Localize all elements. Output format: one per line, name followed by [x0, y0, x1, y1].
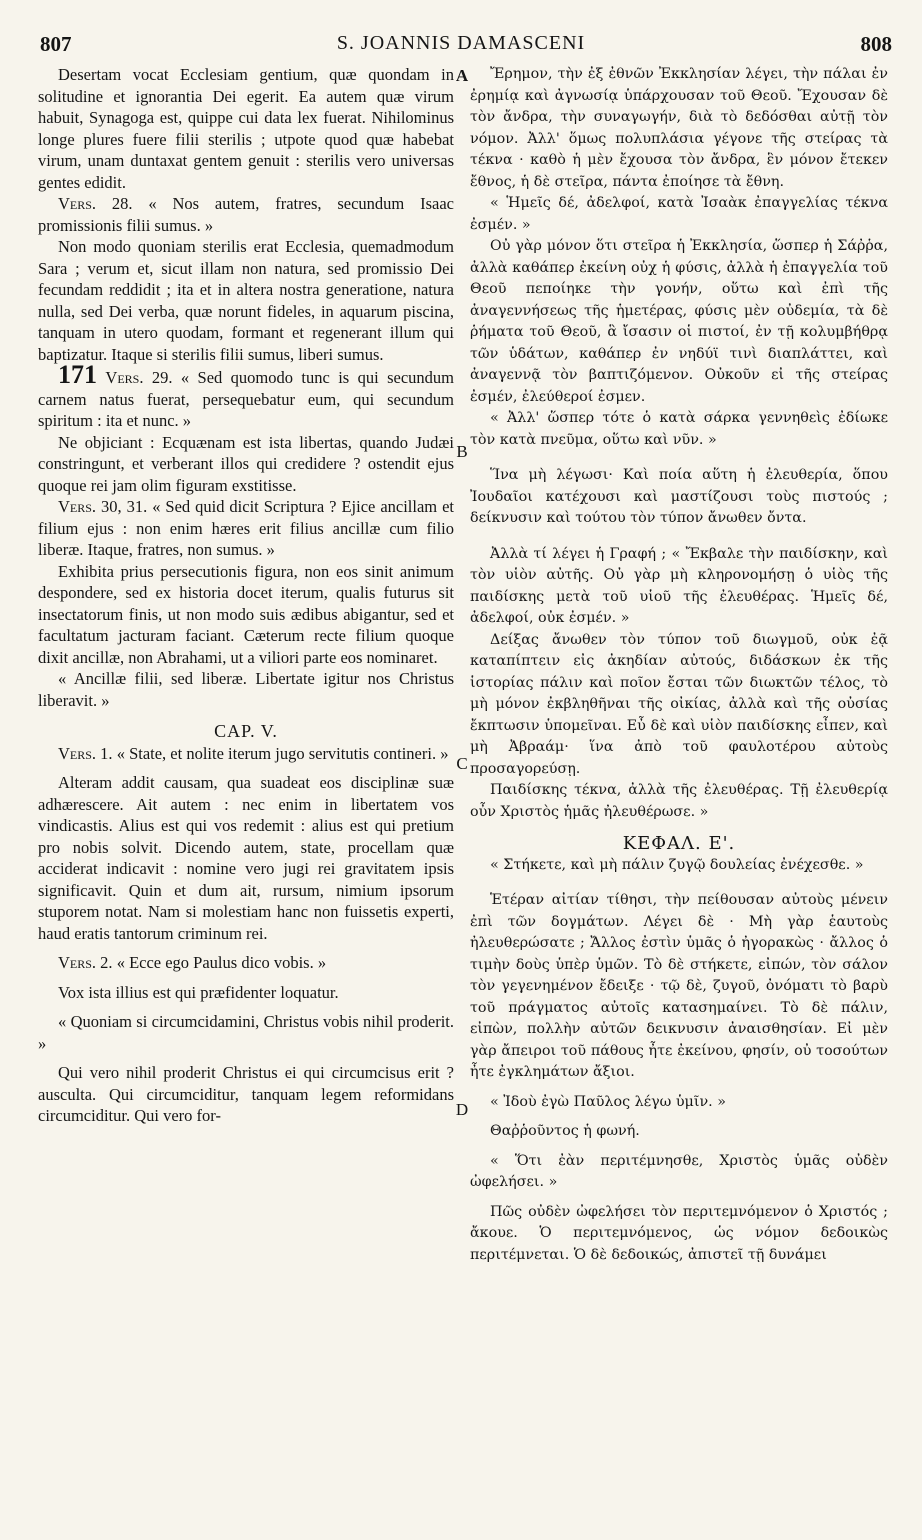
section-marker-c: C — [456, 754, 468, 773]
greek-paragraph: Ἑτέραν αἰτίαν τίθησι, τὴν πείθουσαν αὐτοὺς μένειν ἐπὶ τῶν δογμάτων. Λέγει δὲ · Μὴ γὰρ ἑαυτοὺς ἠλευθερώσατε ; Ἄλλος ἐστὶν ὑμᾶς ὁ ἠγορακὼς · ἄλλος ὁ τιμὴν δοὺς ὑπὲρ ὑμῶν. Τὸ δὲ στήκετε, εἰπών, τὸν σάλον τὸν γεγενημένον ἔδειξε · τῷ δὲ, ζυγοῦ, ὀνόματι τὸ βαρὺ τοῦ πράγματος αὐτοῖς κατασημαίνει. Τὸ δὲ πάλιν, εἰπὼν, πολλὴν αὐτῶν δεικνυσιν ἀναισθησίαν. Εἰ μὲν γὰρ ἄπειροι τοῦ πάθους ἦτε ἐκείνου, φησίν, οὐ τοσούτων ἦτε ἐγκλημάτων ἄξιοι. — [470, 892, 888, 1080]
verse-label: Vers. 28. — [58, 194, 133, 213]
greek-paragraph: Οὐ γὰρ μόνον ὅτι στεῖρα ἡ Ἐκκλησία, ὥσπερ ἡ Σάῤῥα, ἀλλὰ καθάπερ ἐκείνη οὐχ ἡ φύσις, ἀλλὰ ἡ ἐπαγγελία τοῦ Θεοῦ πεποίηκε τὴν γονήν, οὕτω καὶ ἐπὶ τῆς ἀναγεννήσεως τῆς ἡμετέρας, φύσις μὲν οὐδεμία, τὰ δὲ ῥήματα τοῦ Θεοῦ, ἃ ἴσασιν οἱ πιστοί, ἐν τῇ κολυμβήθρᾳ τῶν ὑδάτων, καθάπερ ἐν νηδύϊ τινὶ διαπλάττει, καὶ ἀναγεννᾷ τὸν βαπτιζόμενον. Οὐκοῦν εἰ τῆς στείρας ἐσμέν, ἐλεύθεροί ἐσμεν. — [470, 238, 888, 405]
latin-verse-1 — [38, 743, 454, 765]
page-number-right: 808 — [860, 32, 892, 56]
chapter-heading-greek: ΚΕΦΑΛ. Ε'. — [622, 833, 736, 854]
verse-label: Vers. 1. — [58, 743, 113, 763]
greek-quote: Παιδίσκης τέκνα, ἀλλὰ τῆς ἐλευθέρας. Τῇ ἐλευθερίᾳ οὖν Χριστὸς ἡμᾶς ἠλευθέρωσε. » — [470, 782, 888, 820]
verse-label: Vers. 2. — [58, 953, 113, 972]
verse-text: « Ecce ego Paulus dico vobis. » — [116, 953, 327, 972]
verse-text: « Sed quid dicit Scriptura ? Ejice ancillam et filium ejus : non enim hæres erit filius ancillæ cum filio liberæ. Itaque, fratres, non sumus. » — [38, 497, 454, 559]
latin-paragraph: Alteram addit causam, qua suadeat eos disciplinæ suæ adhærescere. Ait autem : nec enim in libertatem vos vindicastis. Alius est qui vos redemit : alius est qui pretium pro nobis solvit. Dicendo autem, state, procellam quæ acciderat indicavit : nomine vero jugi rei gravitatem ipsis significavit. Quin et dum ait, rursum, nimium ipsorum stuporem notat. Nam si molestiam hanc non fuissetis experti, haud eratis tantorum criminum rei. — [38, 773, 454, 943]
chapter-heading-latin: CAP. V. — [214, 721, 278, 741]
verse-text: « State, et nolite iterum jugo servitutis contineri. » — [116, 743, 449, 763]
latin-paragraph: Desertam vocat Ecclesiam gentium, quæ quondam in solitudine et ignorantia Dei egerit. Ea autem quæ virum habuit, Synagoga est, quippe cui data lex fuerat. Nihilominus longe plures fuere filii sterilis ; utpote quod quæ habebat virum, unam duntaxat gentem genuit : sterilis vero universas gentes edidit. — [38, 65, 454, 192]
verse-text: « Sed quomodo tunc is qui secundum carnem natus fuerat, persequebatur eum, qui secundum spiritum : ita et nunc. » — [38, 368, 454, 430]
greek-paragraph: Δείξας ἄνωθεν τὸν τύπον τοῦ διωγμοῦ, οὐκ ἐᾷ καταπίπτειν εἰς ἀκηδίαν αὐτούς, διδάσκων ἐκ τῆς ἱστορίας πάλιν καὶ ποῖον ἔσται τῶν διωκτῶν τέλος, τὸ μὴ μόνον ἐκβληθῆναι τῆς οἰκίας, ἀλλὰ καὶ τῆς οὐσίας ἔκπτωσιν ὑπομεῖναι. Εὖ δὲ καὶ υἱὸν παιδίσκης εἶπεν, καὶ μὴ Ἀβραάμ· ἵνα ἀπὸ τοῦ φαυλοτέρου αὐτοὺς προσαγορεύσῃ. — [470, 631, 888, 777]
running-header — [0, 32, 922, 58]
greek-verse-30-31: Ἀλλὰ τί λέγει ἡ Γραφή ; « Ἔκβαλε τὴν παιδίσκην, καὶ τὸν υἱὸν αὐτῆς. Οὐ γὰρ μὴ κληρονομήσῃ ὁ υἱὸς τῆς παιδίσκης μετὰ τοῦ υἱοῦ τῆς ἐλευθέρας. Ἡμεῖς δέ, ἀδελφοί, οὐκ ἐσμέν. » — [470, 545, 888, 626]
greek-verse-2: « Ἰδοὺ ἐγὼ Παῦλος λέγω ὑμῖν. » — [490, 1093, 726, 1110]
latin-paragraph: Non modo quoniam sterilis erat Ecclesia, quemadmodum Sara ; verum et, sicut illam non natura, sed promissio Dei fecundam reddidit ; ita et in altera nostra generatione, natura nulla, sed Dei verba, quæ norunt fideles, in aquarum piscina, tanquam in utero quodam, formant et regenerant illum qui baptizatur. Itaque si sterilis filii sumus, liberi sumus. — [38, 237, 454, 364]
section-marker-a: A — [455, 66, 469, 85]
latin-verse-2 — [38, 952, 454, 974]
greek-paragraph: Ἔρημον, τὴν ἐξ ἐθνῶν Ἐκκλησίαν λέγει, τὴν πάλαι ἐν ἐρημίᾳ καὶ ἀγνωσίᾳ ὑπάρχουσαν τοῦ Θεοῦ. Ἔχουσαν δὲ τὸν ἄνδρα, τὴν συναγωγήν, διὰ τὸ δεδόσθαι αὐτῇ τὸν νόμον. Ἀλλ' ὅμως πολυπλάσια γέγονε τῆς στείρας τὰ τέκνα · καθὸ ἡ μὲν ἔχουσα τὸν ἄνδρα, ἓν μόνον ἔτεκεν ἔθνος, ἡ δὲ στεῖρα, πάντα ἐποίησε τὰ ἔθνη. — [470, 66, 888, 190]
latin-paragraph: Ne objiciant : Ecquænam est ista libertas, quando Judæi constringunt, et verberant illos qui credidere ? ostendit ejus quoque rei jam olim figuram exstitisse. — [38, 432, 454, 495]
latin-verse-29 — [38, 360, 454, 432]
section-marker-d: D — [455, 1100, 469, 1119]
verse-label: Vers. 29. — [105, 368, 173, 387]
greek-verse-1: « Στήκετε, καὶ μὴ πάλιν ζυγῷ δουλείας ἐνέχεσθε. » — [490, 856, 864, 873]
greek-paragraph: Θαῤῥοῦντος ἡ φωνή. — [490, 1123, 640, 1139]
greek-paragraph: Πῶς οὐδὲν ὠφελήσει τὸν περιτεμνόμενον ὁ Χριστός ; ἄκουε. Ὁ περιτεμνόμενος, ὡς νόμον δεδοικὼς περιτέμνεται. Ὁ δὲ δεδοικώς, ἀπιστεῖ τῇ δυνάμει — [470, 1203, 888, 1263]
greek-paragraph: Ἵνα μὴ λέγωσι· Καὶ ποία αὕτη ἡ ἐλευθερία, ὅπου Ἰουδαῖοι κατέχουσι καὶ μαστίζουσι τοὺς πιστούς ; δείκνυσιν καὶ τούτου τὸν τύπον ἄνωθεν ὄντα. — [470, 467, 888, 526]
latin-verse-28 — [38, 193, 454, 236]
latin-paragraph: Exhibita prius persecutionis figura, non eos sinit animum despondere, sed ex historia docet iterum, qualis futurus sit insectatorum finis, ut non modo suis ædibus abigantur, sed et facultatum jacturam faciant. Cæterum recte filium quoque dixit ancillæ, non Abrahami, ut a viliori parte eos nominaret. — [38, 561, 454, 667]
greek-verse-28: « Ἡμεῖς δέ, ἀδελφοί, κατὰ Ἰσαὰκ ἐπαγγελίας τέκνα ἐσμέν. » — [470, 195, 888, 233]
running-title: S. JOANNIS DAMASCENI — [336, 32, 586, 54]
verse-text: « Nos autem, fratres, secundum Isaac promissionis filii sumus. » — [38, 194, 454, 235]
verse-label: Vers. 30, 31. — [58, 497, 148, 516]
page-number-left: 807 — [40, 32, 72, 56]
latin-paragraph: Vox ista illius est qui præfidenter loquatur. — [58, 982, 339, 1002]
latin-paragraph: Qui vero nihil proderit Christus ei qui circumcisus erit ? ausculta. Qui circumciditur, tanquam legem reformidans circumciditur. Qui vero for- — [38, 1063, 454, 1125]
latin-column — [38, 64, 454, 1534]
greek-verse-29: « Ἀλλ' ὥσπερ τότε ὁ κατὰ σάρκα γεννηθεὶς ἐδίωκε τὸν κατὰ πνεῦμα, οὕτω καὶ νῦν. » — [470, 410, 888, 448]
section-marker-b: B — [456, 442, 468, 461]
column-number: 171 — [58, 360, 97, 389]
greek-column — [470, 64, 888, 1534]
greek-quote: « Ὅτι ἐὰν περιτέμνησθε, Χριστὸς ὑμᾶς οὐδὲν ὠφελήσει. » — [470, 1152, 888, 1190]
latin-verse-30-31 — [38, 496, 454, 561]
latin-quote: « Quoniam si circumcidamini, Christus vobis nihil proderit. » — [38, 1012, 454, 1053]
latin-quote: « Ancillæ filii, sed liberæ. Libertate igitur nos Christus liberavit. » — [38, 669, 454, 710]
